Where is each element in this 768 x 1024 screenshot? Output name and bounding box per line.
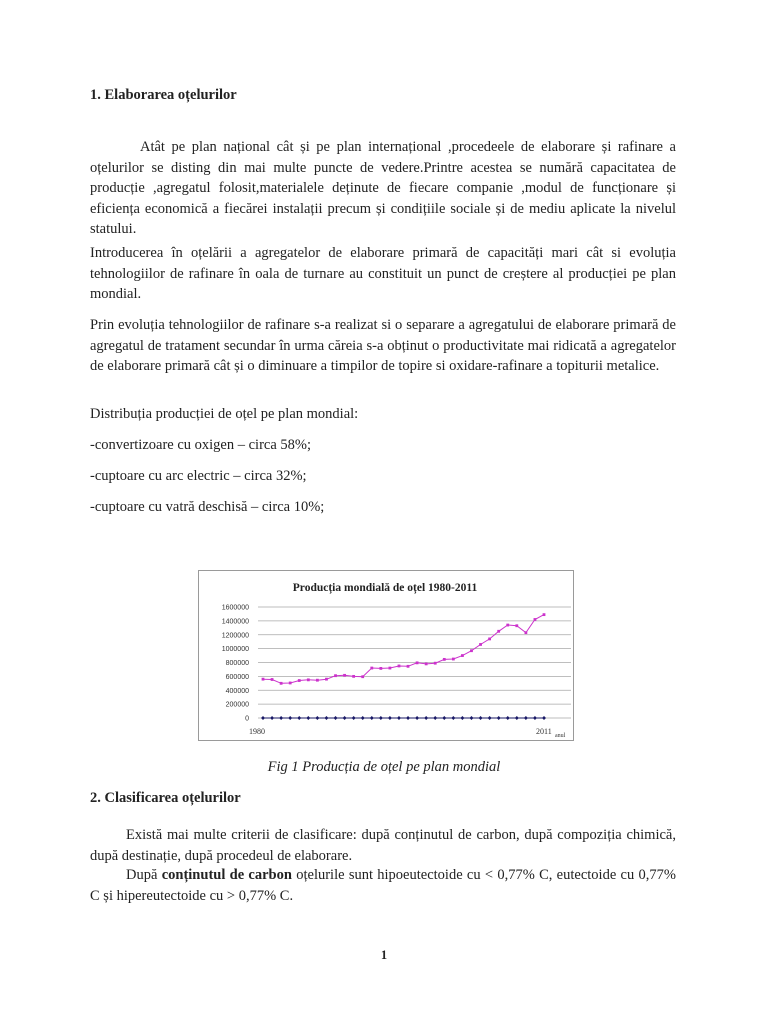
y-tick-label: 0 (245, 715, 249, 723)
y-tick-label: 1600000 (221, 604, 249, 612)
data-point (325, 678, 328, 681)
data-point (424, 716, 428, 720)
data-point (497, 630, 500, 633)
data-point (534, 618, 537, 621)
y-tick-label: 200000 (225, 701, 249, 709)
y-tick-label: 400000 (225, 687, 249, 695)
paragraph-2-rest: oțelurile sunt hipoeutectoide cu < 0,77% C, eutectoide cu 0,77% C și hipereutectoide cu > 0,77% C. (90, 867, 676, 904)
page-number: 1 (380, 948, 388, 962)
data-point (361, 716, 365, 720)
data-point (324, 716, 328, 720)
data-point (397, 716, 401, 720)
data-point (524, 716, 528, 720)
data-point (488, 638, 491, 641)
data-point (352, 716, 356, 720)
data-point (389, 667, 392, 670)
data-point (524, 631, 527, 634)
data-point (416, 661, 419, 664)
data-point (469, 716, 473, 720)
x-tick-label: 1980 (249, 727, 265, 736)
data-point (280, 682, 283, 685)
data-point (316, 679, 319, 682)
data-point (433, 716, 437, 720)
data-point (543, 613, 546, 616)
data-point (388, 716, 392, 720)
data-point (497, 716, 501, 720)
y-tick-label: 1000000 (221, 646, 249, 654)
data-point (460, 716, 464, 720)
data-point (261, 716, 265, 720)
paragraph-2-prefix: După (126, 867, 162, 883)
data-point (442, 716, 446, 720)
data-point (315, 716, 319, 720)
section-1-paragraph-2: Introducerea în oțelării a agregatelor de elaborare primară de capacități mari cât si evoluția tehnologiilor de rafinare în oala de turnare au constituit un punct de creștere al producției pe plan mondial. (90, 245, 676, 302)
x-axis-label: anul (555, 733, 566, 739)
data-point (533, 716, 537, 720)
steel-production-chart (198, 570, 574, 741)
data-point (379, 716, 383, 720)
data-point (370, 667, 373, 670)
data-point (343, 716, 347, 720)
section-1-paragraph-1: Atât pe plan național cât și pe plan internațional ,procedeele de elaborare și rafinare a oțelurilor se disting din mai multe puncte de vedere.Printre acestea se numără capacitatea de producție ,agregatul folosit,materialele deținute de fiecare companie ,modul de funcționare și eficiența economică a fiecărei instalații precum și condițiile sociale și de mediu aplicate la nivelul statului. (90, 139, 676, 237)
y-tick-label: 1200000 (221, 632, 249, 640)
distribution-title: Distribuția producției de oțel pe plan mondial: (90, 406, 359, 422)
data-point (425, 662, 428, 665)
data-point (334, 716, 338, 720)
figure-caption: Fig 1 Producția de oțel pe plan mondial (267, 759, 501, 775)
data-point (352, 675, 355, 678)
data-point (488, 716, 492, 720)
data-point (298, 679, 301, 682)
data-point (370, 716, 374, 720)
data-point (443, 658, 446, 661)
section-2-heading: 2. Clasificarea oțelurilor (90, 790, 241, 806)
data-point (461, 654, 464, 657)
data-point (515, 624, 518, 627)
data-point (306, 716, 310, 720)
carbon-content-emphasis: conținutul de carbon (161, 867, 292, 883)
y-tick-label: 800000 (225, 660, 249, 667)
data-point (479, 716, 483, 720)
data-point (542, 716, 546, 720)
data-point (452, 658, 455, 661)
data-point (407, 665, 410, 668)
data-point (361, 675, 364, 678)
distribution-item-oxygen-converters: -convertizoare cu oxigen – circa 58%; (90, 437, 312, 453)
chart-title: Producția mondială de oțel 1980-2011 (292, 582, 478, 594)
data-point (271, 678, 274, 681)
data-point (479, 643, 482, 646)
y-tick-label: 600000 (225, 673, 249, 681)
data-point (398, 665, 401, 668)
data-point (506, 716, 510, 720)
data-point (406, 716, 410, 720)
chart-svg (199, 571, 572, 739)
section-2-paragraph-1: Există mai multe criterii de clasificare: după conținutul de carbon, după compoziția chimică, după destinație, după procedeul de elaborare. (90, 827, 676, 864)
x-tick-label: 2011 (536, 727, 552, 736)
data-point (262, 678, 265, 681)
data-point (289, 682, 292, 685)
section-1-heading: 1. Elaborarea oțelurilor (90, 87, 237, 103)
data-point (415, 716, 419, 720)
data-point (515, 716, 519, 720)
data-point (379, 667, 382, 670)
distribution-item-open-hearth: -cuptoare cu vatră deschisă – circa 10%; (90, 499, 325, 515)
y-tick-label: 1400000 (221, 618, 249, 626)
data-point (470, 649, 473, 652)
data-point (434, 662, 437, 665)
section-1-paragraph-3: Prin evoluția tehnologiilor de rafinare s-a realizat si o separare a agregatului de elaborare primară de agregatul de tratament secundar în urma căreia s-a obținut o productivitate mai ridicată a agregatelor de elaborare primară cât și o diminuare a timpilor de topire si oxidare-rafinare a topiturii metalice. (90, 317, 676, 374)
data-point (451, 716, 455, 720)
distribution-item-electric-arc: -cuptoare cu arc electric – circa 32%; (90, 468, 307, 484)
data-point (279, 716, 283, 720)
data-point (307, 678, 310, 681)
data-point (297, 716, 301, 720)
data-point (506, 624, 509, 627)
data-point (334, 674, 337, 677)
section-2-paragraph-2 (90, 865, 676, 906)
data-point (270, 716, 274, 720)
data-point (288, 716, 292, 720)
data-point (343, 674, 346, 677)
